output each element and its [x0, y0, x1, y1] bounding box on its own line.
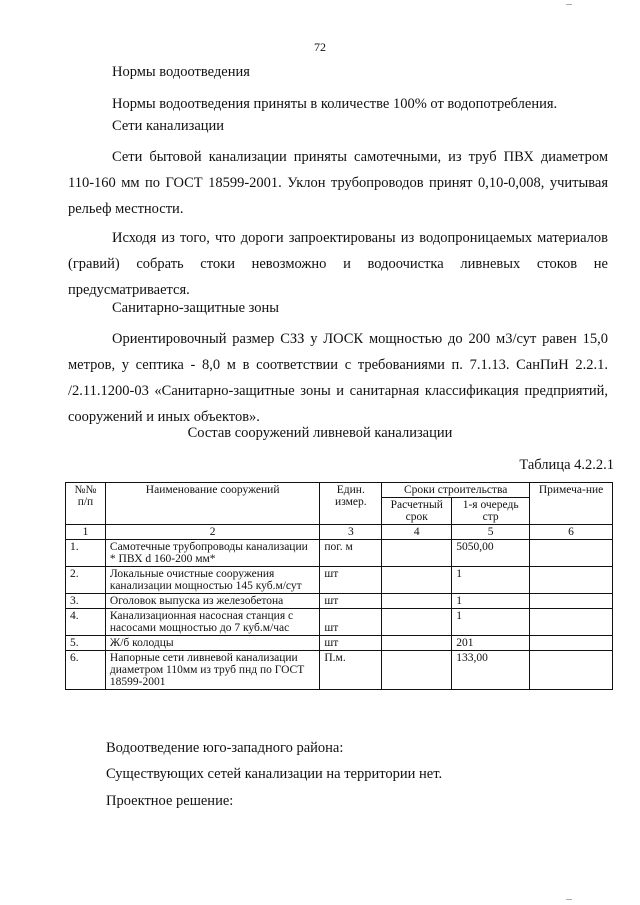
row-first: 1 — [452, 594, 530, 609]
table-row — [66, 609, 613, 636]
table-title: Состав сооружений ливневой канализации — [187, 425, 453, 441]
table-header-row — [66, 483, 613, 498]
row-num: 1. — [66, 540, 106, 567]
colnum-cell: 3 — [320, 525, 382, 540]
row-calc — [382, 651, 452, 690]
para-water-norms: Нормы водоотведения приняты в количестве 100% от водопотребления. — [112, 96, 558, 112]
row-unit: шт — [320, 594, 382, 609]
colnum-cell: 6 — [530, 525, 613, 540]
row-unit: шт — [320, 609, 382, 636]
header-note: Примеча-ние — [530, 483, 613, 525]
colnum-cell: 4 — [382, 525, 452, 540]
row-calc — [382, 567, 452, 594]
row-calc — [382, 594, 452, 609]
row-first: 5050,00 — [452, 540, 530, 567]
table-row — [66, 540, 613, 567]
table-row — [66, 636, 613, 651]
header-num: №№ п/п — [66, 483, 106, 525]
heading-water-norms: Нормы водоотведения — [112, 64, 250, 80]
row-unit: шт — [320, 567, 382, 594]
colnum-cell: 1 — [66, 525, 106, 540]
row-num: 3. — [66, 594, 106, 609]
row-name: Ж/б колодцы — [105, 636, 319, 651]
table-row — [66, 567, 613, 594]
row-name: Оголовок выпуска из железобетона — [105, 594, 319, 609]
structures-table — [65, 482, 613, 690]
header-name: Наименование сооружений — [105, 483, 319, 525]
row-calc — [382, 636, 452, 651]
row-first: 1 — [452, 567, 530, 594]
header-term-first: 1-я очередь стр — [452, 498, 530, 525]
row-note — [530, 609, 613, 636]
row-calc — [382, 609, 452, 636]
row-note — [530, 567, 613, 594]
row-calc — [382, 540, 452, 567]
para-no-networks: Существующих сетей канализации на территории нет. — [106, 766, 443, 782]
table-row — [66, 651, 613, 690]
para-szz: Ориентировочный размер СЗЗ у ЛОСК мощностью до 200 м3/сут равен 15,0 метров, у септика - 8,0 м в соответствии с требованиями п. 7.1.13. СанПиН 2.2.1. /2.11.1200-03 «Санитарно-защитные зоны и санитарная классификация предприятий, сооружений и иных объектов». — [68, 331, 608, 425]
header-term-calc: Расчетный срок — [382, 498, 452, 525]
row-note — [530, 594, 613, 609]
row-num: 6. — [66, 651, 106, 690]
header-terms: Сроки строительства — [382, 483, 530, 498]
row-name: Локальные очистные сооружения канализации мощностью 145 куб.м/сут — [105, 567, 319, 594]
row-name: Самотечные трубопроводы канализации * ПВХ d 160-200 мм* — [105, 540, 319, 567]
row-num: 2. — [66, 567, 106, 594]
para-project: Проектное решение: — [106, 793, 234, 809]
row-note — [530, 636, 613, 651]
row-unit: шт — [320, 636, 382, 651]
table-colnum-row — [66, 525, 613, 540]
colnum-cell: 2 — [105, 525, 319, 540]
row-name: Напорные сети ливневой канализации диаметром 110мм из труб пнд по ГОСТ 18599-2001 — [105, 651, 319, 690]
row-note — [530, 540, 613, 567]
row-first: 1 — [452, 609, 530, 636]
row-num: 4. — [66, 609, 106, 636]
row-first: 201 — [452, 636, 530, 651]
row-first: 133,00 — [452, 651, 530, 690]
para-roads: Исходя из того, что дороги запроектированы из водопроницаемых материалов (гравий) собрать стоки невозможно и водоочистка ливневых стоков не предусматривается. — [68, 230, 608, 298]
table-number: Таблица 4.2.2.1 — [519, 457, 614, 473]
scan-speck — [566, 4, 572, 5]
heading-szz: Санитарно-защитные зоны — [112, 300, 280, 316]
row-unit: пог. м — [320, 540, 382, 567]
row-name: Канализационная насосная станция с насосами мощностью до 7 куб.м/час — [105, 609, 319, 636]
page-number: 72 — [314, 40, 326, 54]
header-unit: Един. измер. — [320, 483, 382, 525]
colnum-cell: 5 — [452, 525, 530, 540]
scan-speck — [566, 899, 572, 900]
para-southwest: Водоотведение юго-западного района: — [106, 740, 344, 756]
row-note — [530, 651, 613, 690]
heading-sewer: Сети канализации — [112, 118, 225, 134]
row-unit: П.м. — [320, 651, 382, 690]
table-row — [66, 594, 613, 609]
para-sewer: Сети бытовой канализации приняты самотечными, из труб ПВХ диаметром 110-160 мм по ГОСТ 18599-2001. Уклон трубопроводов принят 0,10-0,008, учитывая рельеф местности. — [68, 149, 608, 217]
row-num: 5. — [66, 636, 106, 651]
